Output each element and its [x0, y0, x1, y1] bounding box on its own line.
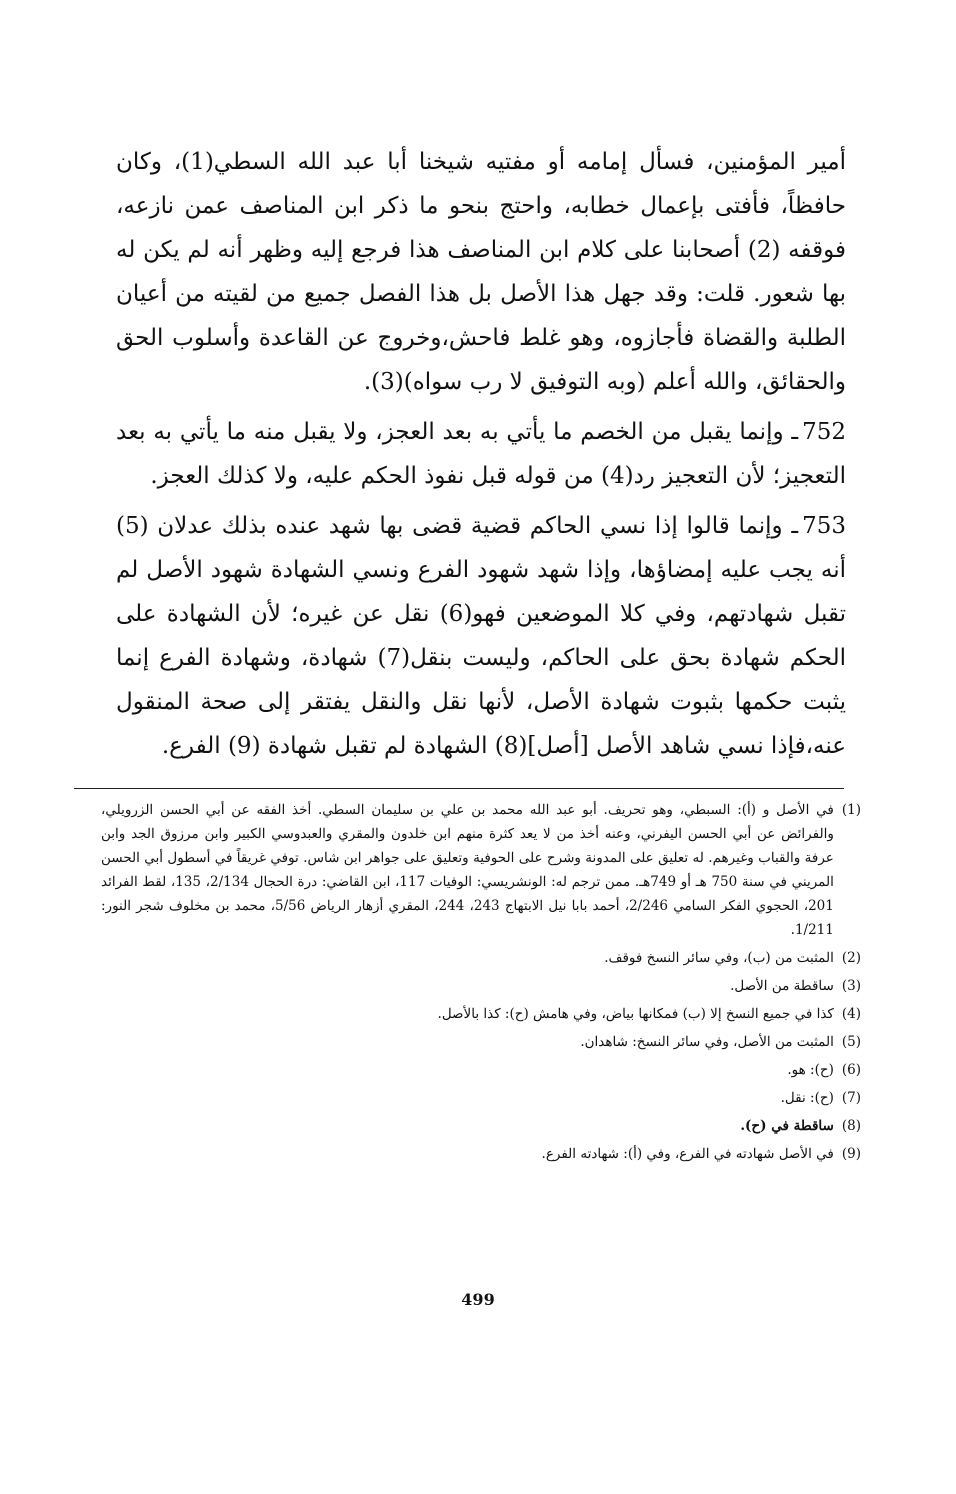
footnote-number: (4) [841, 1006, 861, 1022]
footnote-9 [101, 1142, 861, 1166]
footnote-text: (ح): هو. [787, 1062, 834, 1078]
paragraph-753 [116, 504, 846, 768]
footnote-number: (6) [841, 1062, 861, 1078]
footnote-number: (9) [841, 1146, 861, 1162]
footnote-separator [74, 788, 844, 789]
paragraph-752-text: ـ وإنما يقبل من الخصم ما يأتي به بعد العجز، ولا يقبل منه ما يأتي به بعد التعجيز؛ لأن التعجيز رد(4) من قوله قبل نفوذ الحكم عليه، ولا كذلك العجز. [116, 419, 846, 489]
paragraph-752 [116, 410, 846, 498]
footnote-number: (1) [841, 802, 861, 818]
footnote-1 [101, 798, 861, 942]
footnote-number: (8) [841, 1118, 861, 1134]
footnote-7 [101, 1086, 861, 1110]
footnote-text: ساقطة في (ح). [740, 1118, 834, 1134]
footnote-3 [101, 974, 861, 998]
footnote-number: (3) [841, 978, 861, 994]
paragraph-number-752: 752 [802, 419, 846, 445]
footnote-6 [101, 1058, 861, 1082]
intro-paragraph: أمير المؤمنين، فسأل إمامه أو مفتيه شيخنا أبا عبد الله السطي(1)، وكان حافظاً، فأفتى بإعمال خطابه، واحتج بنحو ما ذكر ابن المناصف عمن نازعه، فوقفه (2) أصحابنا على كلام ابن المناصف هذا فرجع إليه وظهر أنه لم يكن له بها شعور. قلت: وقد جهل هذا الأصل بل هذا الفصل جميع من لقيته من أعيان الطلبة والقضاة فأجازوه، وهو غلط فاحش،وخروج عن القاعدة وأسلوب الحق والحقائق، والله أعلم (وبه التوفيق لا رب سواه)(3). [116, 149, 846, 395]
footnote-4 [101, 1002, 861, 1026]
footnote-number: (2) [841, 950, 861, 966]
footnote-text: كذا في جميع النسخ إلا (ب) فمكانها بياض، وفي هامش (ح): كذا بالأصل. [437, 1006, 834, 1022]
footnote-8 [101, 1114, 861, 1138]
paragraph-753-text: ـ وإنما قالوا إذا نسي الحاكم قضية قضى بها شهد عنده بذلك عدلان (5) أنه يجب عليه إمضاؤها، وإذا شهد شهود الفرع ونسي الشهادة شهود الأصل لم تقبل شهادتهم، وفي كلا الموضعين فهو(6) نقل عن غيره؛ لأن الشهادة على الحكم شهادة بحق على الحاكم، وليست بنقل(7) شهادة، وشهادة الفرع إنما يثبت حكمها بثبوت شهادة الأصل، لأنها نقل والنقل يفتقر إلى صحة المنقول عنه،فإذا نسي شاهد الأصل [أصل](8) الشهادة لم تقبل شهادة (9) الفرع. [116, 513, 846, 759]
main-text [116, 140, 846, 768]
footnote-2 [101, 946, 861, 970]
footnote-number: (7) [841, 1090, 861, 1106]
footnote-text: في الأصل و (أ): السبطي، وهو تحريف. أبو عبد الله محمد بن علي بن سليمان السطي. أخذ الفقه عن أبي الحسن الزرويلي، والفرائض عن أبي الحسن اليفرني، وعنه أخذ من لا يعد كثرة منهم ابن خلدون والمقري والعبدوسي الكبير وابن مرزوق الجد وابن عرفة والقباب وغيرهم. له تعليق على المدونة وشرح على الحوفية وتعليق على جواهر ابن شاس. توفي غريقاً في أسطول أبي الحسن المريني في سنة 750 هـ أو 749هـ. ممن ترجم له: الونشريسي: الوفيات 117، ابن القاضي: درة الحجال 2/134، 135، لقط الفرائد 201، الحجوي الفكر السامي 2/246، أحمد بابا نيل الابتهاج 243، 244، المقري أزهار الرياض 5/56، محمد بن مخلوف شجر النور: 1/211. [101, 802, 834, 938]
footnote-number: (5) [841, 1034, 861, 1050]
footnote-text: ساقطة من الأصل. [730, 978, 834, 994]
footnote-text: (ح): نقل. [780, 1090, 834, 1106]
footnote-5 [101, 1030, 861, 1054]
footnotes-list [101, 798, 861, 1170]
footnote-text: في الأصل شهادته في الفرع، وفي (أ): شهادته الفرع. [541, 1146, 834, 1162]
footnote-text: المثبت من (ب)، وفي سائر النسخ فوقف. [604, 950, 834, 966]
footnote-text: المثبت من الأصل، وفي سائر النسخ: شاهدان. [580, 1034, 834, 1050]
paragraph-number-753: 753 [802, 513, 846, 539]
page-number: 499 [461, 1290, 495, 1309]
